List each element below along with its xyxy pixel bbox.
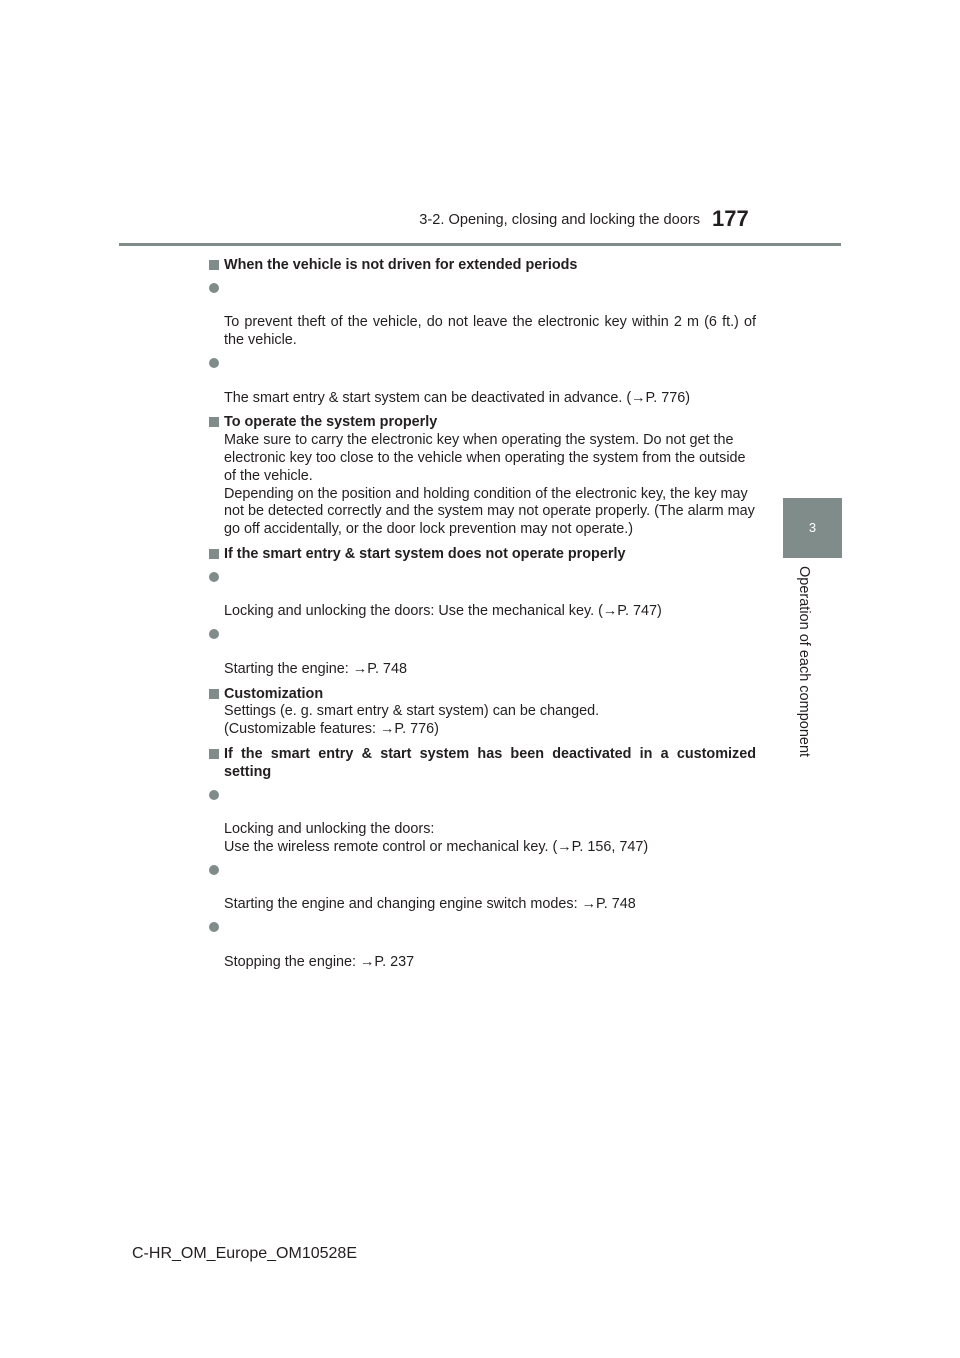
section-heading: When the vehicle is not driven for extended periods (208, 257, 756, 275)
list-item: Starting the engine and changing engine switch modes: →P. 748 (208, 861, 756, 914)
page-body (208, 254, 756, 971)
square-bullet-icon (209, 749, 219, 759)
square-bullet-icon (209, 260, 219, 270)
page-number: 177 (712, 206, 749, 231)
circle-bullet-icon (209, 865, 219, 875)
square-bullet-icon (209, 689, 219, 699)
section-text: Make sure to carry the electronic key when operating the system. Do not get the electronic key too close to the vehicle when operating the system from the outside of the vehicle. Depending on the position and holding condition of the electronic key, the key may not be detected correctly and the system may not operate properly. (The alarm may go off accidentally, or the door lock prevention may not operate.) (224, 432, 755, 538)
list-item: Locking and unlocking the doors: Use the wireless remote control or mechanical key. (→P. 156, 747) (208, 786, 756, 857)
circle-bullet-icon (209, 790, 219, 800)
section-heading: If the smart entry & start system does not operate properly (208, 546, 756, 564)
section-not-operate (208, 546, 756, 679)
list-item: The smart entry & start system can be deactivated in advance. (→P. 776) (208, 354, 756, 407)
circle-bullet-icon (209, 358, 219, 368)
list-item: Stopping the engine: →P. 237 (208, 918, 756, 971)
section-customization (208, 686, 756, 739)
list-item: To prevent theft of the vehicle, do not leave the electronic key within 2 m (6 ft.) of the vehicle. (208, 279, 756, 350)
square-bullet-icon (209, 417, 219, 427)
circle-bullet-icon (209, 922, 219, 932)
chapter-tab[interactable]: 3 (783, 498, 842, 558)
document-code: C-HR_OM_Europe_OM10528E (132, 1245, 357, 1262)
list-item: Locking and unlocking the doors: Use the mechanical key. (→P. 747) (208, 568, 756, 621)
circle-bullet-icon (209, 283, 219, 293)
circle-bullet-icon (209, 572, 219, 582)
header-divider (119, 243, 841, 246)
running-header: 3-2. Opening, closing and locking the doors (419, 212, 700, 228)
list-item: Starting the engine: →P. 748 (208, 625, 756, 678)
section-heading: To operate the system properly (208, 414, 756, 432)
section-extended-periods (208, 257, 756, 407)
square-bullet-icon (209, 549, 219, 559)
circle-bullet-icon (209, 629, 219, 639)
chapter-title: Operation of each component (796, 566, 812, 758)
section-text: Settings (e. g. smart entry & start system) can be changed. (Customizable features: →P. 776) (224, 703, 600, 738)
section-heading: If the smart entry & start system has been deactivated in a customized setting (208, 746, 756, 782)
section-operate-properly (208, 414, 756, 539)
section-heading: Customization (208, 686, 756, 704)
section-deactivated (208, 746, 756, 972)
